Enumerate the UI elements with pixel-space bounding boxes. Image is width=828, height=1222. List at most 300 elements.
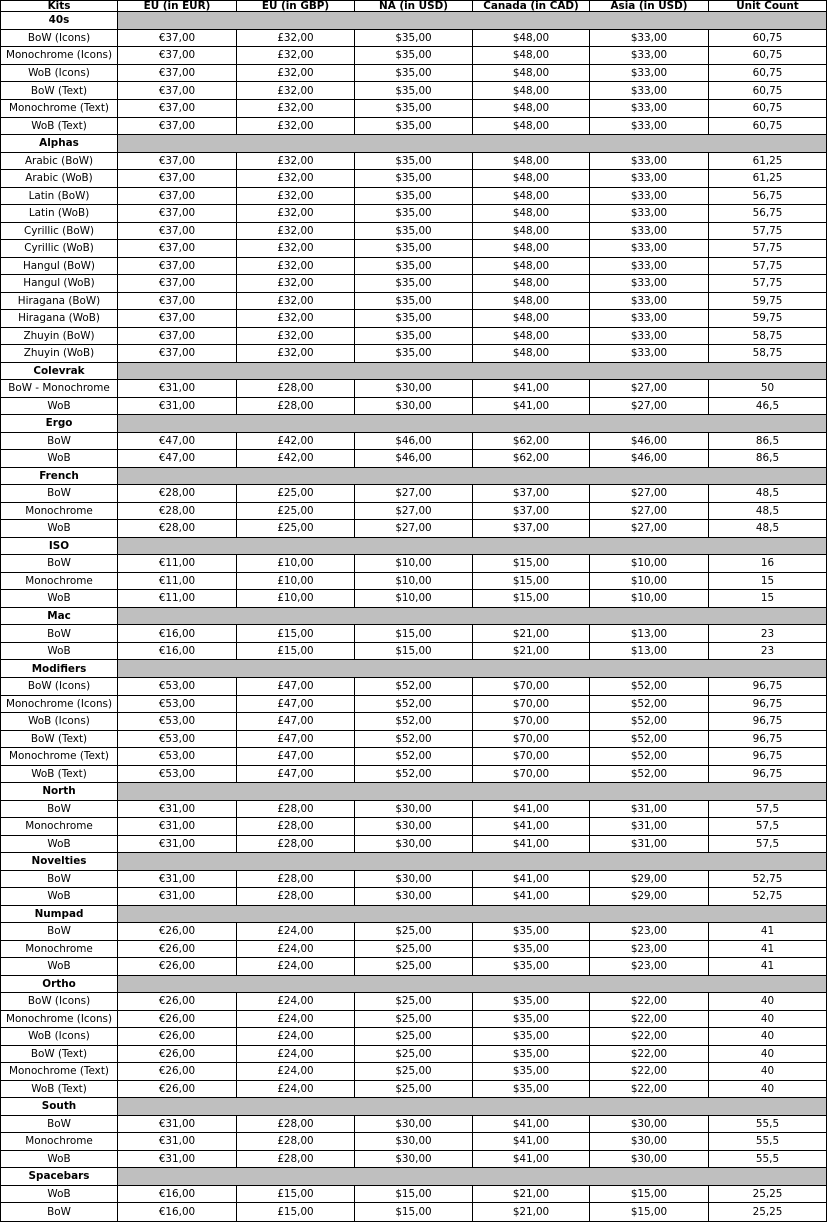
value-cell: €28,00 (118, 485, 237, 503)
table-row (1, 117, 827, 135)
value-cell: $41,00 (473, 1150, 590, 1168)
value-cell: $35,00 (355, 257, 473, 275)
value-cell: 57,5 (709, 818, 827, 836)
value-cell: €37,00 (118, 170, 237, 188)
value-cell: €31,00 (118, 835, 237, 853)
value-cell: $22,00 (590, 1010, 709, 1028)
value-cell: $35,00 (355, 327, 473, 345)
kit-name-cell: WoB (Icons) (1, 713, 118, 731)
table-row (1, 1080, 827, 1098)
value-cell: $41,00 (473, 380, 590, 398)
value-cell: £15,00 (237, 1203, 355, 1222)
value-cell: 57,5 (709, 800, 827, 818)
value-cell: $48,00 (473, 275, 590, 293)
value-cell: $41,00 (473, 800, 590, 818)
value-cell: $30,00 (590, 1115, 709, 1133)
group-name: Mac (1, 607, 118, 625)
value-cell: £10,00 (237, 572, 355, 590)
value-cell: $30,00 (355, 835, 473, 853)
table-row (1, 275, 827, 293)
value-cell: £32,00 (237, 47, 355, 65)
kit-name-cell: Zhuyin (WoB) (1, 345, 118, 363)
value-cell: €47,00 (118, 450, 237, 468)
value-cell: $27,00 (590, 502, 709, 520)
table-row (1, 1150, 827, 1168)
table-row (1, 765, 827, 783)
value-cell: $33,00 (590, 222, 709, 240)
table-row (1, 800, 827, 818)
value-cell: $25,00 (355, 958, 473, 976)
group-name: 40s (1, 12, 118, 30)
kit-name-cell: BoW (1, 923, 118, 941)
value-cell: £15,00 (237, 625, 355, 643)
value-cell: $35,00 (355, 187, 473, 205)
kit-name-cell: Monochrome (Text) (1, 748, 118, 766)
value-cell: $13,00 (590, 642, 709, 660)
value-cell: $30,00 (355, 800, 473, 818)
value-cell: £32,00 (237, 240, 355, 258)
value-cell: $33,00 (590, 152, 709, 170)
value-cell: $35,00 (355, 64, 473, 82)
table-row (1, 555, 827, 573)
value-cell: 60,75 (709, 29, 827, 47)
value-cell: €31,00 (118, 1133, 237, 1151)
value-cell: $30,00 (590, 1150, 709, 1168)
value-cell: $29,00 (590, 888, 709, 906)
value-cell: £24,00 (237, 1045, 355, 1063)
value-cell: $10,00 (590, 590, 709, 608)
value-cell: $37,00 (473, 502, 590, 520)
kit-name-cell: Monochrome (Text) (1, 99, 118, 117)
column-header: Canada (in CAD) (473, 1, 590, 12)
value-cell: $27,00 (590, 520, 709, 538)
value-cell: €37,00 (118, 205, 237, 223)
value-cell: €53,00 (118, 748, 237, 766)
value-cell: 50 (709, 380, 827, 398)
value-cell: £24,00 (237, 923, 355, 941)
value-cell: $35,00 (355, 240, 473, 258)
value-cell: $48,00 (473, 187, 590, 205)
value-cell: $30,00 (590, 1133, 709, 1151)
value-cell: £28,00 (237, 380, 355, 398)
value-cell: $33,00 (590, 82, 709, 100)
value-cell: £47,00 (237, 713, 355, 731)
value-cell: $22,00 (590, 1028, 709, 1046)
value-cell: 57,75 (709, 275, 827, 293)
kit-name-cell: WoB (1, 520, 118, 538)
table-row (1, 99, 827, 117)
value-cell: €11,00 (118, 555, 237, 573)
value-cell: 61,25 (709, 170, 827, 188)
value-cell: €26,00 (118, 923, 237, 941)
column-header: EU (in GBP) (237, 1, 355, 12)
table-row (1, 1203, 827, 1222)
value-cell: £15,00 (237, 1185, 355, 1203)
value-cell: $35,00 (473, 923, 590, 941)
value-cell: 57,75 (709, 257, 827, 275)
value-cell: 48,5 (709, 485, 827, 503)
value-cell: $52,00 (355, 678, 473, 696)
value-cell: $46,00 (590, 432, 709, 450)
value-cell: £32,00 (237, 257, 355, 275)
kit-name-cell: Cyrillic (BoW) (1, 222, 118, 240)
table-row (1, 1185, 827, 1203)
value-cell: €26,00 (118, 940, 237, 958)
kit-name-cell: WoB (Icons) (1, 1028, 118, 1046)
table-row (1, 730, 827, 748)
value-cell: £28,00 (237, 870, 355, 888)
kit-name-cell: Monochrome (Icons) (1, 1010, 118, 1028)
value-cell: $52,00 (355, 748, 473, 766)
table-row (1, 152, 827, 170)
group-divider (118, 905, 827, 923)
value-cell: $52,00 (590, 730, 709, 748)
group-header-row (1, 12, 827, 30)
group-name: Modifiers (1, 660, 118, 678)
header-row (1, 1, 827, 12)
value-cell: £47,00 (237, 730, 355, 748)
table-row (1, 625, 827, 643)
group-header-row (1, 607, 827, 625)
value-cell: $48,00 (473, 240, 590, 258)
value-cell: €28,00 (118, 520, 237, 538)
value-cell: $35,00 (473, 1028, 590, 1046)
value-cell: £28,00 (237, 818, 355, 836)
value-cell: $30,00 (355, 397, 473, 415)
table-row (1, 82, 827, 100)
value-cell: $30,00 (355, 380, 473, 398)
value-cell: £32,00 (237, 310, 355, 328)
value-cell: 57,75 (709, 222, 827, 240)
value-cell: $15,00 (355, 625, 473, 643)
value-cell: £32,00 (237, 327, 355, 345)
value-cell: 56,75 (709, 205, 827, 223)
value-cell: 55,5 (709, 1150, 827, 1168)
value-cell: $48,00 (473, 82, 590, 100)
value-cell: 96,75 (709, 765, 827, 783)
group-name: Colevrak (1, 362, 118, 380)
value-cell: $22,00 (590, 1063, 709, 1081)
table-row (1, 257, 827, 275)
value-cell: $35,00 (355, 292, 473, 310)
kit-name-cell: BoW (Icons) (1, 29, 118, 47)
value-cell: $48,00 (473, 327, 590, 345)
kit-name-cell: Hiragana (BoW) (1, 292, 118, 310)
group-header-row (1, 362, 827, 380)
kit-name-cell: Cyrillic (WoB) (1, 240, 118, 258)
table-row (1, 205, 827, 223)
value-cell: 40 (709, 1080, 827, 1098)
value-cell: €37,00 (118, 257, 237, 275)
value-cell: $33,00 (590, 117, 709, 135)
table-row (1, 432, 827, 450)
value-cell: $27,00 (355, 520, 473, 538)
value-cell: $25,00 (355, 1028, 473, 1046)
value-cell: 96,75 (709, 678, 827, 696)
value-cell: $31,00 (590, 818, 709, 836)
group-divider (118, 415, 827, 433)
value-cell: 96,75 (709, 748, 827, 766)
group-name: Ortho (1, 975, 118, 993)
table-row (1, 678, 827, 696)
value-cell: $52,00 (590, 748, 709, 766)
table-row (1, 240, 827, 258)
value-cell: $21,00 (473, 625, 590, 643)
group-divider (118, 537, 827, 555)
value-cell: €26,00 (118, 1028, 237, 1046)
value-cell: $33,00 (590, 29, 709, 47)
kit-name-cell: WoB (1, 835, 118, 853)
group-divider (118, 362, 827, 380)
value-cell: $21,00 (473, 1203, 590, 1222)
group-divider (118, 607, 827, 625)
table-row (1, 958, 827, 976)
value-cell: $48,00 (473, 345, 590, 363)
value-cell: $52,00 (590, 678, 709, 696)
table-row (1, 748, 827, 766)
value-cell: $48,00 (473, 99, 590, 117)
value-cell: $52,00 (355, 730, 473, 748)
kit-name-cell: BoW (1, 1115, 118, 1133)
table-row (1, 502, 827, 520)
group-divider (118, 783, 827, 801)
value-cell: 15 (709, 590, 827, 608)
value-cell: $25,00 (355, 1010, 473, 1028)
value-cell: $29,00 (590, 870, 709, 888)
table-row (1, 450, 827, 468)
value-cell: £32,00 (237, 64, 355, 82)
kit-name-cell: Monochrome (Text) (1, 1063, 118, 1081)
column-header: EU (in EUR) (118, 1, 237, 12)
group-name: South (1, 1098, 118, 1116)
value-cell: $35,00 (473, 993, 590, 1011)
kit-name-cell: Monochrome (1, 502, 118, 520)
value-cell: 41 (709, 958, 827, 976)
column-header: NA (in USD) (355, 1, 473, 12)
value-cell: £47,00 (237, 678, 355, 696)
value-cell: $25,00 (355, 993, 473, 1011)
value-cell: $10,00 (355, 555, 473, 573)
value-cell: $41,00 (473, 397, 590, 415)
kit-name-cell: BoW (Icons) (1, 678, 118, 696)
value-cell: £32,00 (237, 222, 355, 240)
value-cell: £47,00 (237, 748, 355, 766)
value-cell: $70,00 (473, 730, 590, 748)
value-cell: $62,00 (473, 432, 590, 450)
kit-name-cell: Zhuyin (BoW) (1, 327, 118, 345)
value-cell: $21,00 (473, 1185, 590, 1203)
table-row (1, 835, 827, 853)
group-header-row (1, 783, 827, 801)
value-cell: £47,00 (237, 695, 355, 713)
table-row (1, 29, 827, 47)
kit-name-cell: Monochrome (1, 572, 118, 590)
value-cell: 52,75 (709, 870, 827, 888)
value-cell: $70,00 (473, 748, 590, 766)
value-cell: $35,00 (473, 958, 590, 976)
kit-name-cell: BoW (1, 625, 118, 643)
kit-name-cell: BoW (1, 432, 118, 450)
value-cell: 23 (709, 625, 827, 643)
value-cell: €31,00 (118, 800, 237, 818)
kit-name-cell: WoB (1, 450, 118, 468)
value-cell: $33,00 (590, 170, 709, 188)
value-cell: €31,00 (118, 888, 237, 906)
value-cell: 48,5 (709, 520, 827, 538)
group-divider (118, 12, 827, 30)
value-cell: $37,00 (473, 520, 590, 538)
value-cell: £28,00 (237, 888, 355, 906)
value-cell: 40 (709, 1028, 827, 1046)
value-cell: $15,00 (590, 1185, 709, 1203)
value-cell: £32,00 (237, 345, 355, 363)
kit-name-cell: BoW (Icons) (1, 993, 118, 1011)
value-cell: $41,00 (473, 888, 590, 906)
kit-name-cell: WoB (1, 1150, 118, 1168)
value-cell: $35,00 (473, 1045, 590, 1063)
value-cell: $52,00 (590, 695, 709, 713)
value-cell: $15,00 (473, 572, 590, 590)
kit-name-cell: Monochrome (1, 818, 118, 836)
table-row (1, 187, 827, 205)
value-cell: 41 (709, 940, 827, 958)
value-cell: €11,00 (118, 572, 237, 590)
kit-name-cell: BoW (1, 1203, 118, 1222)
value-cell: €37,00 (118, 187, 237, 205)
value-cell: $31,00 (590, 800, 709, 818)
value-cell: 52,75 (709, 888, 827, 906)
kit-name-cell: BoW (Text) (1, 730, 118, 748)
value-cell: £47,00 (237, 765, 355, 783)
value-cell: $31,00 (590, 835, 709, 853)
value-cell: £24,00 (237, 1028, 355, 1046)
value-cell: $27,00 (590, 380, 709, 398)
value-cell: 60,75 (709, 82, 827, 100)
value-cell: $48,00 (473, 292, 590, 310)
table-row (1, 292, 827, 310)
kit-name-cell: Hiragana (WoB) (1, 310, 118, 328)
value-cell: £28,00 (237, 397, 355, 415)
value-cell: €53,00 (118, 713, 237, 731)
value-cell: $48,00 (473, 47, 590, 65)
value-cell: €37,00 (118, 345, 237, 363)
value-cell: 56,75 (709, 187, 827, 205)
value-cell: 58,75 (709, 345, 827, 363)
value-cell: $27,00 (355, 485, 473, 503)
group-name: French (1, 467, 118, 485)
value-cell: 41 (709, 923, 827, 941)
group-header-row (1, 467, 827, 485)
group-divider (118, 135, 827, 153)
table-row (1, 64, 827, 82)
value-cell: $70,00 (473, 765, 590, 783)
kit-name-cell: WoB (1, 888, 118, 906)
value-cell: $23,00 (590, 923, 709, 941)
group-name: Numpad (1, 905, 118, 923)
table-row (1, 923, 827, 941)
value-cell: $10,00 (355, 590, 473, 608)
value-cell: 60,75 (709, 117, 827, 135)
value-cell: 40 (709, 1063, 827, 1081)
value-cell: $13,00 (590, 625, 709, 643)
group-header-row (1, 660, 827, 678)
value-cell: $35,00 (355, 170, 473, 188)
table-row (1, 1010, 827, 1028)
value-cell: €11,00 (118, 590, 237, 608)
value-cell: 40 (709, 1045, 827, 1063)
table-row (1, 1133, 827, 1151)
value-cell: $10,00 (590, 555, 709, 573)
kit-name-cell: BoW (Text) (1, 1045, 118, 1063)
value-cell: $25,00 (355, 940, 473, 958)
table-row (1, 1063, 827, 1081)
value-cell: $41,00 (473, 1115, 590, 1133)
value-cell: $33,00 (590, 99, 709, 117)
value-cell: €31,00 (118, 870, 237, 888)
value-cell: $33,00 (590, 275, 709, 293)
value-cell: $35,00 (355, 117, 473, 135)
value-cell: £28,00 (237, 1115, 355, 1133)
value-cell: $21,00 (473, 642, 590, 660)
value-cell: $35,00 (355, 310, 473, 328)
kit-name-cell: Hangul (WoB) (1, 275, 118, 293)
value-cell: $35,00 (473, 1080, 590, 1098)
value-cell: 61,25 (709, 152, 827, 170)
table-row (1, 397, 827, 415)
kit-name-cell: Monochrome (Icons) (1, 695, 118, 713)
value-cell: $33,00 (590, 205, 709, 223)
table-row (1, 520, 827, 538)
value-cell: 46,5 (709, 397, 827, 415)
value-cell: £32,00 (237, 205, 355, 223)
value-cell: $35,00 (355, 152, 473, 170)
value-cell: $30,00 (355, 1115, 473, 1133)
value-cell: $35,00 (473, 1063, 590, 1081)
value-cell: €37,00 (118, 82, 237, 100)
kit-name-cell: WoB (Text) (1, 117, 118, 135)
value-cell: €31,00 (118, 380, 237, 398)
value-cell: $35,00 (355, 345, 473, 363)
group-name: ISO (1, 537, 118, 555)
kit-name-cell: Arabic (BoW) (1, 152, 118, 170)
table-row (1, 47, 827, 65)
value-cell: $46,00 (590, 450, 709, 468)
value-cell: $52,00 (355, 765, 473, 783)
group-name: Novelties (1, 853, 118, 871)
value-cell: €26,00 (118, 1045, 237, 1063)
value-cell: €37,00 (118, 275, 237, 293)
value-cell: $30,00 (355, 888, 473, 906)
value-cell: €53,00 (118, 765, 237, 783)
value-cell: $30,00 (355, 818, 473, 836)
value-cell: 55,5 (709, 1115, 827, 1133)
table-row (1, 345, 827, 363)
value-cell: 57,5 (709, 835, 827, 853)
value-cell: £42,00 (237, 432, 355, 450)
value-cell: £32,00 (237, 170, 355, 188)
value-cell: €31,00 (118, 1150, 237, 1168)
table-row (1, 1045, 827, 1063)
value-cell: €37,00 (118, 240, 237, 258)
value-cell: $27,00 (590, 397, 709, 415)
value-cell: $15,00 (355, 642, 473, 660)
value-cell: 59,75 (709, 292, 827, 310)
table-row (1, 485, 827, 503)
value-cell: 48,5 (709, 502, 827, 520)
value-cell: 86,5 (709, 450, 827, 468)
table-row (1, 1028, 827, 1046)
value-cell: €26,00 (118, 1063, 237, 1081)
